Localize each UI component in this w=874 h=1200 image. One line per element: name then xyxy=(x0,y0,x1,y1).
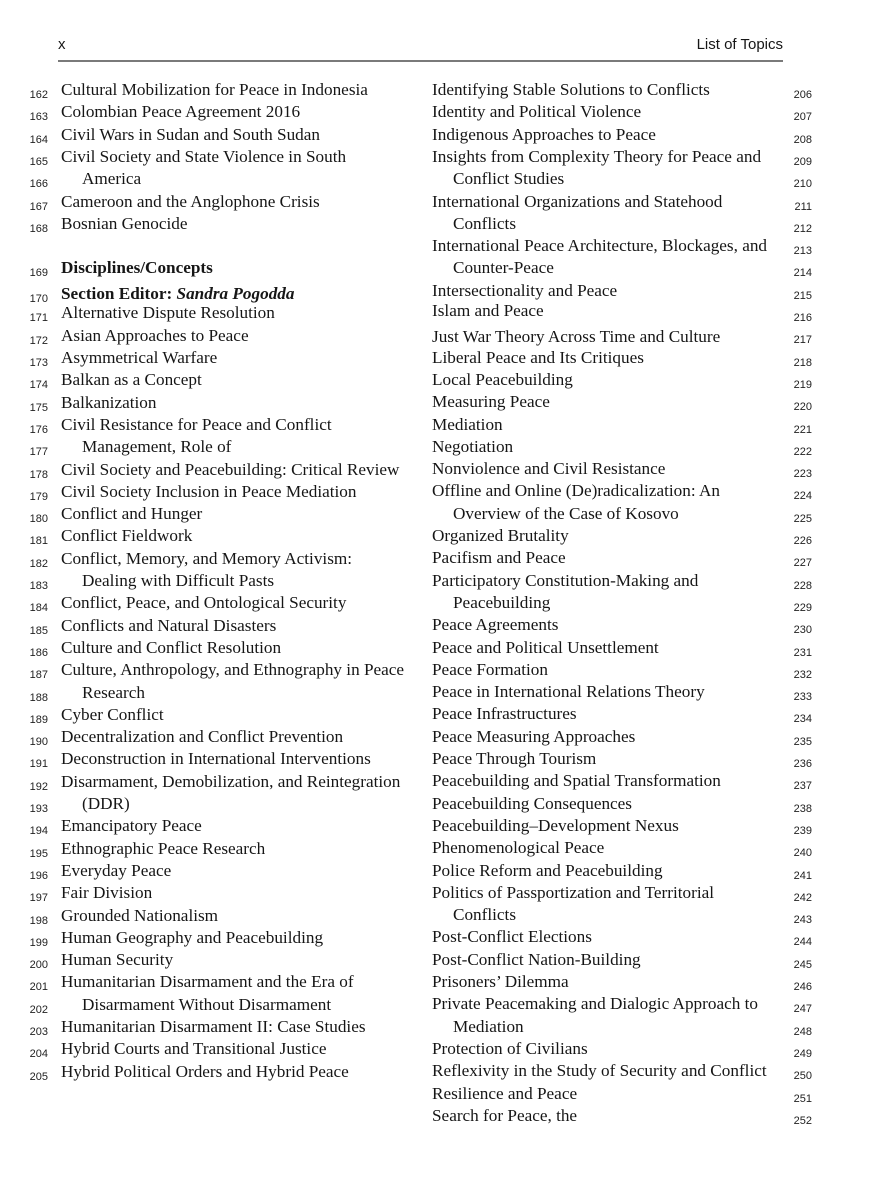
line-number: 203 xyxy=(29,1026,48,1038)
topic-entry xyxy=(432,1084,577,1104)
topic-entry xyxy=(432,102,641,122)
line-number: 217 xyxy=(793,334,812,347)
entry-text: Peacebuilding–Development Nexus xyxy=(432,815,679,835)
topic-entry xyxy=(61,727,343,747)
line-number: 168 xyxy=(29,222,48,235)
topic-entry xyxy=(432,327,720,347)
topic-entry xyxy=(453,504,679,524)
topic-entry xyxy=(61,326,249,346)
entry-text: International Organizations and Statehood xyxy=(432,191,723,211)
entry-text: Decentralization and Conflict Prevention xyxy=(61,727,344,747)
line-number: 249 xyxy=(793,1047,812,1060)
line-number: 187 xyxy=(29,669,48,682)
entry-text: Conflict Fieldwork xyxy=(61,526,193,546)
line-number: 223 xyxy=(793,468,812,481)
entry-text: Dealing with Difficult Pasts xyxy=(82,571,275,590)
entry-text: Research xyxy=(82,682,145,702)
entry-text: Politics of Passportization and Territorial xyxy=(432,882,715,902)
entry-text: Human Security xyxy=(61,950,174,970)
entry-text: Conflict Studies xyxy=(453,169,565,189)
topic-entry xyxy=(61,147,346,167)
topic-entry xyxy=(82,437,231,457)
topic-entry xyxy=(432,727,635,747)
entry-text: Peace Agreements xyxy=(432,615,559,635)
topic-entry xyxy=(61,303,275,323)
line-number: 188 xyxy=(29,691,48,704)
entry-text: Section Editor: xyxy=(61,283,177,303)
entry-text: Asymmetrical Warfare xyxy=(61,348,218,367)
entry-text: Search for Peace, the xyxy=(432,1105,578,1125)
topic-entry xyxy=(432,682,705,702)
entry-text: Conflict and Hunger xyxy=(61,504,203,524)
line-number: 225 xyxy=(793,512,812,525)
entry-text: Indigenous Approaches to Peace xyxy=(432,124,656,144)
topic-entry xyxy=(61,348,217,368)
section-heading xyxy=(61,258,213,278)
editor-name: Sandra Pogodda xyxy=(176,283,295,303)
line-number: 200 xyxy=(29,959,48,972)
entry-text: Police Reform and Peacebuilding xyxy=(432,860,663,880)
entry-text: Identity and Political Violence xyxy=(432,102,642,122)
topic-entry xyxy=(61,928,323,948)
entry-text: Culture, Anthropology, and Ethnography in Peace xyxy=(61,660,405,680)
line-number: 212 xyxy=(793,222,812,235)
line-number: 245 xyxy=(793,958,812,971)
line-number: 178 xyxy=(29,468,48,481)
line-number: 213 xyxy=(793,245,812,258)
entry-text: Resilience and Peace xyxy=(432,1083,578,1103)
page-number: x xyxy=(58,36,66,53)
entry-text: Civil Society Inclusion in Peace Mediation xyxy=(61,481,357,501)
topic-entry xyxy=(432,80,710,100)
line-number: 185 xyxy=(29,624,48,637)
topic-entry xyxy=(82,571,274,591)
topic-entry xyxy=(432,236,767,256)
entry-text: Intersectionality and Peace xyxy=(432,280,618,300)
line-number: 235 xyxy=(793,735,812,748)
entry-text: Humanitarian Disarmament and the Era of xyxy=(61,972,354,992)
topic-entry xyxy=(61,214,188,234)
topic-entry xyxy=(432,771,721,791)
entry-text: Overview of the Case of Kosovo xyxy=(453,503,679,523)
topic-entry xyxy=(61,504,202,524)
line-number: 206 xyxy=(793,89,812,101)
topic-entry xyxy=(432,192,722,212)
entry-text: Civil Society and State Violence in South xyxy=(61,146,347,166)
entry-text: Peacebuilding Consequences xyxy=(432,793,632,813)
topic-entry xyxy=(82,169,141,189)
entry-text: Balkanization xyxy=(61,392,157,412)
line-number: 240 xyxy=(793,847,812,860)
entry-text: Everyday Peace xyxy=(61,860,172,880)
entry-text: Insights from Complexity Theory for Peace and xyxy=(432,146,762,166)
line-number: 226 xyxy=(793,535,812,547)
topic-entry xyxy=(61,80,368,100)
topic-entry xyxy=(61,125,320,145)
line-number: 214 xyxy=(793,267,812,280)
entry-text: Hybrid Political Orders and Hybrid Peace xyxy=(61,1061,349,1081)
entry-text: Asian Approaches to Peace xyxy=(61,325,249,345)
line-number: 169 xyxy=(29,267,48,280)
entry-text: Peacebuilding and Spatial Transformation xyxy=(432,771,721,791)
line-number: 172 xyxy=(29,334,48,347)
topic-entry xyxy=(61,549,352,569)
header-rule xyxy=(58,60,783,62)
entry-text: Peace Infrastructures xyxy=(432,704,577,724)
line-number: 219 xyxy=(793,378,812,391)
line-number: 182 xyxy=(29,557,48,570)
entry-text: Private Peacemaking and Dialogic Approach to xyxy=(432,994,758,1014)
line-number: 189 xyxy=(29,713,48,726)
entry-text: Protection of Civilians xyxy=(432,1038,588,1058)
topic-entry xyxy=(432,392,550,412)
entry-text: Conflict, Peace, and Ontological Security xyxy=(61,593,347,613)
line-number: 208 xyxy=(793,133,812,146)
line-number: 201 xyxy=(29,981,48,994)
entry-text: Cyber Conflict xyxy=(61,704,164,724)
line-number: 241 xyxy=(793,869,812,882)
entry-text: Pacifism and Peace xyxy=(432,548,566,568)
entry-text: Local Peacebuilding xyxy=(432,369,573,389)
line-number: 227 xyxy=(793,557,812,570)
topic-entry xyxy=(432,615,558,635)
line-number: 205 xyxy=(29,1070,48,1083)
topic-entry xyxy=(61,526,192,546)
topic-entry xyxy=(61,972,354,992)
topic-entry xyxy=(432,481,720,501)
entry-text: Disciplines/Concepts xyxy=(61,258,213,278)
line-number: 195 xyxy=(29,847,48,860)
topic-entry xyxy=(432,749,596,769)
line-number: 167 xyxy=(29,200,48,213)
entry-text: Islam and Peace xyxy=(432,301,544,320)
line-number: 237 xyxy=(793,780,812,793)
topic-entry xyxy=(432,660,548,680)
entry-text: Management, Role of xyxy=(82,437,232,457)
entry-text: Balkan as a Concept xyxy=(61,370,202,390)
entry-text: Grounded Nationalism xyxy=(61,905,219,925)
topic-entry xyxy=(61,593,346,613)
line-number: 238 xyxy=(793,802,812,815)
topic-entry xyxy=(82,683,145,703)
line-number: 236 xyxy=(793,758,812,770)
line-number: 239 xyxy=(793,824,812,837)
topic-entry xyxy=(432,125,656,145)
line-number: 246 xyxy=(793,981,812,993)
topic-entry xyxy=(61,816,202,836)
entry-text: Peace Through Tourism xyxy=(432,749,597,768)
topic-entry xyxy=(61,772,400,792)
line-number: 197 xyxy=(29,892,48,905)
line-number: 186 xyxy=(29,646,48,659)
topic-entry xyxy=(61,638,281,658)
topic-entry xyxy=(432,704,577,724)
topic-entry xyxy=(61,1017,366,1037)
topic-entry xyxy=(432,816,679,836)
line-number: 163 xyxy=(29,111,48,124)
topic-entry xyxy=(61,883,152,903)
line-number: 220 xyxy=(793,401,812,414)
topic-entry xyxy=(61,460,399,480)
entry-text: Reflexivity in the Study of Security and Conflict xyxy=(432,1061,767,1081)
topic-entry xyxy=(61,192,320,212)
entry-text: Deconstruction in International Interventions xyxy=(61,749,371,769)
line-number: 193 xyxy=(29,803,48,815)
line-number: 234 xyxy=(793,713,812,726)
line-number: 165 xyxy=(29,155,48,168)
line-number: 222 xyxy=(793,445,812,458)
entry-text: Bosnian Genocide xyxy=(61,213,188,233)
line-number: 242 xyxy=(793,891,812,904)
line-number: 251 xyxy=(793,1092,812,1105)
topic-entry xyxy=(432,459,665,479)
entry-text: Civil Resistance for Peace and Conflict xyxy=(61,414,332,434)
line-number: 175 xyxy=(29,401,48,414)
entry-text: Emancipatory Peace xyxy=(61,816,202,836)
section-editor xyxy=(61,284,294,304)
line-number: 166 xyxy=(29,178,48,191)
line-number: 176 xyxy=(29,423,48,436)
topic-entry xyxy=(61,660,404,680)
topic-entry xyxy=(432,370,573,390)
topic-entry xyxy=(432,1039,588,1059)
line-number: 250 xyxy=(793,1070,812,1083)
entry-text: Liberal Peace and Its Critiques xyxy=(432,347,644,367)
entry-text: America xyxy=(82,169,142,189)
line-number: 162 xyxy=(29,89,48,101)
topic-entry xyxy=(432,638,659,658)
entry-text: Measuring Peace xyxy=(432,392,550,412)
line-number: 192 xyxy=(29,780,48,793)
entry-text: Mediation xyxy=(453,1016,524,1036)
entry-text: Offline and Online (De)radicalization: An xyxy=(432,481,720,501)
line-number: 215 xyxy=(793,289,812,302)
line-number: 230 xyxy=(793,624,812,637)
topic-entry xyxy=(432,301,544,321)
topic-entry xyxy=(432,437,513,457)
topic-entry xyxy=(432,972,569,992)
entry-text: (DDR) xyxy=(82,794,130,813)
entry-text: Civil Wars in Sudan and South Sudan xyxy=(61,124,320,144)
entry-text: Peace in International Relations Theory xyxy=(432,682,705,702)
entry-text: Peace and Political Unsettlement xyxy=(432,637,659,657)
entry-text: Nonviolence and Civil Resistance xyxy=(432,459,666,479)
line-number: 180 xyxy=(29,513,48,526)
topic-entry xyxy=(432,147,761,167)
topic-entry xyxy=(432,861,663,881)
line-number: 181 xyxy=(29,535,48,548)
topic-entry xyxy=(432,571,698,591)
topic-entry xyxy=(453,905,516,925)
line-number: 204 xyxy=(29,1048,48,1061)
entry-text: Fair Division xyxy=(61,883,153,903)
line-number: 216 xyxy=(793,312,812,324)
topic-entry xyxy=(61,1039,326,1059)
topic-entry xyxy=(82,794,130,814)
entry-text: International Peace Architecture, Blockages, and xyxy=(432,236,768,256)
entry-text: Just War Theory Across Time and Culture xyxy=(432,327,721,347)
line-number: 174 xyxy=(29,379,48,392)
topic-entry xyxy=(61,705,164,725)
entry-text: Post-Conflict Elections xyxy=(432,927,592,947)
topic-entry xyxy=(432,1061,767,1081)
entry-text: Hybrid Courts and Transitional Justice xyxy=(61,1039,327,1059)
entry-text: Culture and Conflict Resolution xyxy=(61,637,282,657)
entry-text: Conflict, Memory, and Memory Activism: xyxy=(61,548,353,568)
topic-entry xyxy=(61,482,356,502)
entry-text: Conflicts xyxy=(453,905,517,925)
entry-text: Peacebuilding xyxy=(453,592,551,612)
topic-entry xyxy=(432,548,566,568)
topic-entry xyxy=(61,102,300,122)
topic-entry xyxy=(432,838,604,858)
entry-text: Negotiation xyxy=(432,436,514,456)
entry-text: Disarmament Without Disarmament xyxy=(82,994,332,1014)
entry-text: Disarmament, Demobilization, and Reintegration xyxy=(61,771,401,791)
topic-entry xyxy=(61,616,276,636)
topic-entry xyxy=(453,258,554,278)
entry-text: Counter-Peace xyxy=(453,258,554,278)
line-number: 232 xyxy=(793,668,812,681)
topic-entry xyxy=(61,1062,349,1082)
entry-text: Ethnographic Peace Research xyxy=(61,838,266,858)
line-number: 199 xyxy=(29,936,48,949)
line-number: 196 xyxy=(29,869,48,882)
line-number: 229 xyxy=(793,601,812,614)
line-number: 207 xyxy=(793,111,812,124)
topic-entry xyxy=(432,950,641,970)
topic-entry xyxy=(432,526,569,546)
topic-entry xyxy=(432,883,714,903)
entry-text: Participatory Constitution-Making and xyxy=(432,570,699,590)
entry-text: Humanitarian Disarmament II: Case Studies xyxy=(61,1017,366,1036)
line-number: 190 xyxy=(29,736,48,749)
topic-entry xyxy=(432,994,758,1014)
topic-entry xyxy=(432,794,632,814)
line-number: 243 xyxy=(793,914,812,927)
line-number: 221 xyxy=(793,423,812,436)
line-number: 244 xyxy=(793,936,812,949)
topic-entry xyxy=(432,348,644,368)
topic-entry xyxy=(61,906,218,926)
topic-entry xyxy=(432,927,592,947)
line-number: 218 xyxy=(793,356,812,369)
entry-text: Human Geography and Peacebuilding xyxy=(61,927,324,947)
line-number: 202 xyxy=(29,1003,48,1016)
entry-text: Peace Measuring Approaches xyxy=(432,726,636,746)
line-number: 194 xyxy=(29,825,48,838)
topic-entry xyxy=(453,1017,524,1037)
entry-text: Colombian Peace Agreement 2016 xyxy=(61,102,301,122)
topic-entry xyxy=(453,169,564,189)
line-number: 170 xyxy=(29,292,48,305)
entry-text: Post-Conflict Nation-Building xyxy=(432,949,641,969)
entry-text: Alternative Dispute Resolution xyxy=(61,303,275,323)
running-header: List of Topics xyxy=(696,36,783,53)
topic-entry xyxy=(432,415,503,435)
line-number: 164 xyxy=(29,133,48,146)
entry-text: Mediation xyxy=(432,414,503,434)
line-number: 171 xyxy=(29,312,48,325)
line-number: 179 xyxy=(29,490,48,503)
topic-entry xyxy=(82,995,331,1015)
entry-text: Cultural Mobilization for Peace in Indonesia xyxy=(61,80,368,99)
topic-entry xyxy=(61,839,265,859)
topic-entry xyxy=(61,749,371,769)
line-number: 198 xyxy=(29,914,48,927)
line-number: 224 xyxy=(793,490,812,503)
topic-entry xyxy=(61,861,171,881)
line-number: 184 xyxy=(29,602,48,615)
line-number: 248 xyxy=(793,1025,812,1038)
line-number: 211 xyxy=(794,200,812,213)
entry-text: Identifying Stable Solutions to Conflicts xyxy=(432,80,710,99)
line-number: 233 xyxy=(793,691,812,704)
entry-text: Conflicts and Natural Disasters xyxy=(61,615,277,635)
entry-text: Organized Brutality xyxy=(432,526,569,545)
topic-entry xyxy=(61,950,173,970)
entry-text: Cameroon and the Anglophone Crisis xyxy=(61,191,320,211)
line-number: 247 xyxy=(793,1003,812,1016)
topic-entry xyxy=(432,281,617,301)
line-number: 209 xyxy=(793,155,812,168)
topic-entry xyxy=(61,393,156,413)
entry-text: Phenomenological Peace xyxy=(432,838,605,858)
line-number: 177 xyxy=(29,446,48,459)
entry-text: Conflicts xyxy=(453,213,517,233)
entry-text: Civil Society and Peacebuilding: Critical Review xyxy=(61,459,400,479)
line-number: 231 xyxy=(793,646,812,659)
line-number: 228 xyxy=(793,579,812,592)
line-number: 252 xyxy=(793,1114,812,1127)
entry-text: Prisoners’ Dilemma xyxy=(432,972,569,991)
entry-text: Peace Formation xyxy=(432,659,548,679)
line-number: 183 xyxy=(29,580,48,592)
topic-entry xyxy=(61,370,202,390)
line-number: 173 xyxy=(29,357,48,369)
topic-entry xyxy=(61,415,332,435)
topic-entry xyxy=(453,214,516,234)
line-number: 210 xyxy=(793,178,812,191)
topic-entry xyxy=(453,593,550,613)
line-number: 191 xyxy=(29,758,48,771)
topic-entry xyxy=(432,1106,577,1126)
